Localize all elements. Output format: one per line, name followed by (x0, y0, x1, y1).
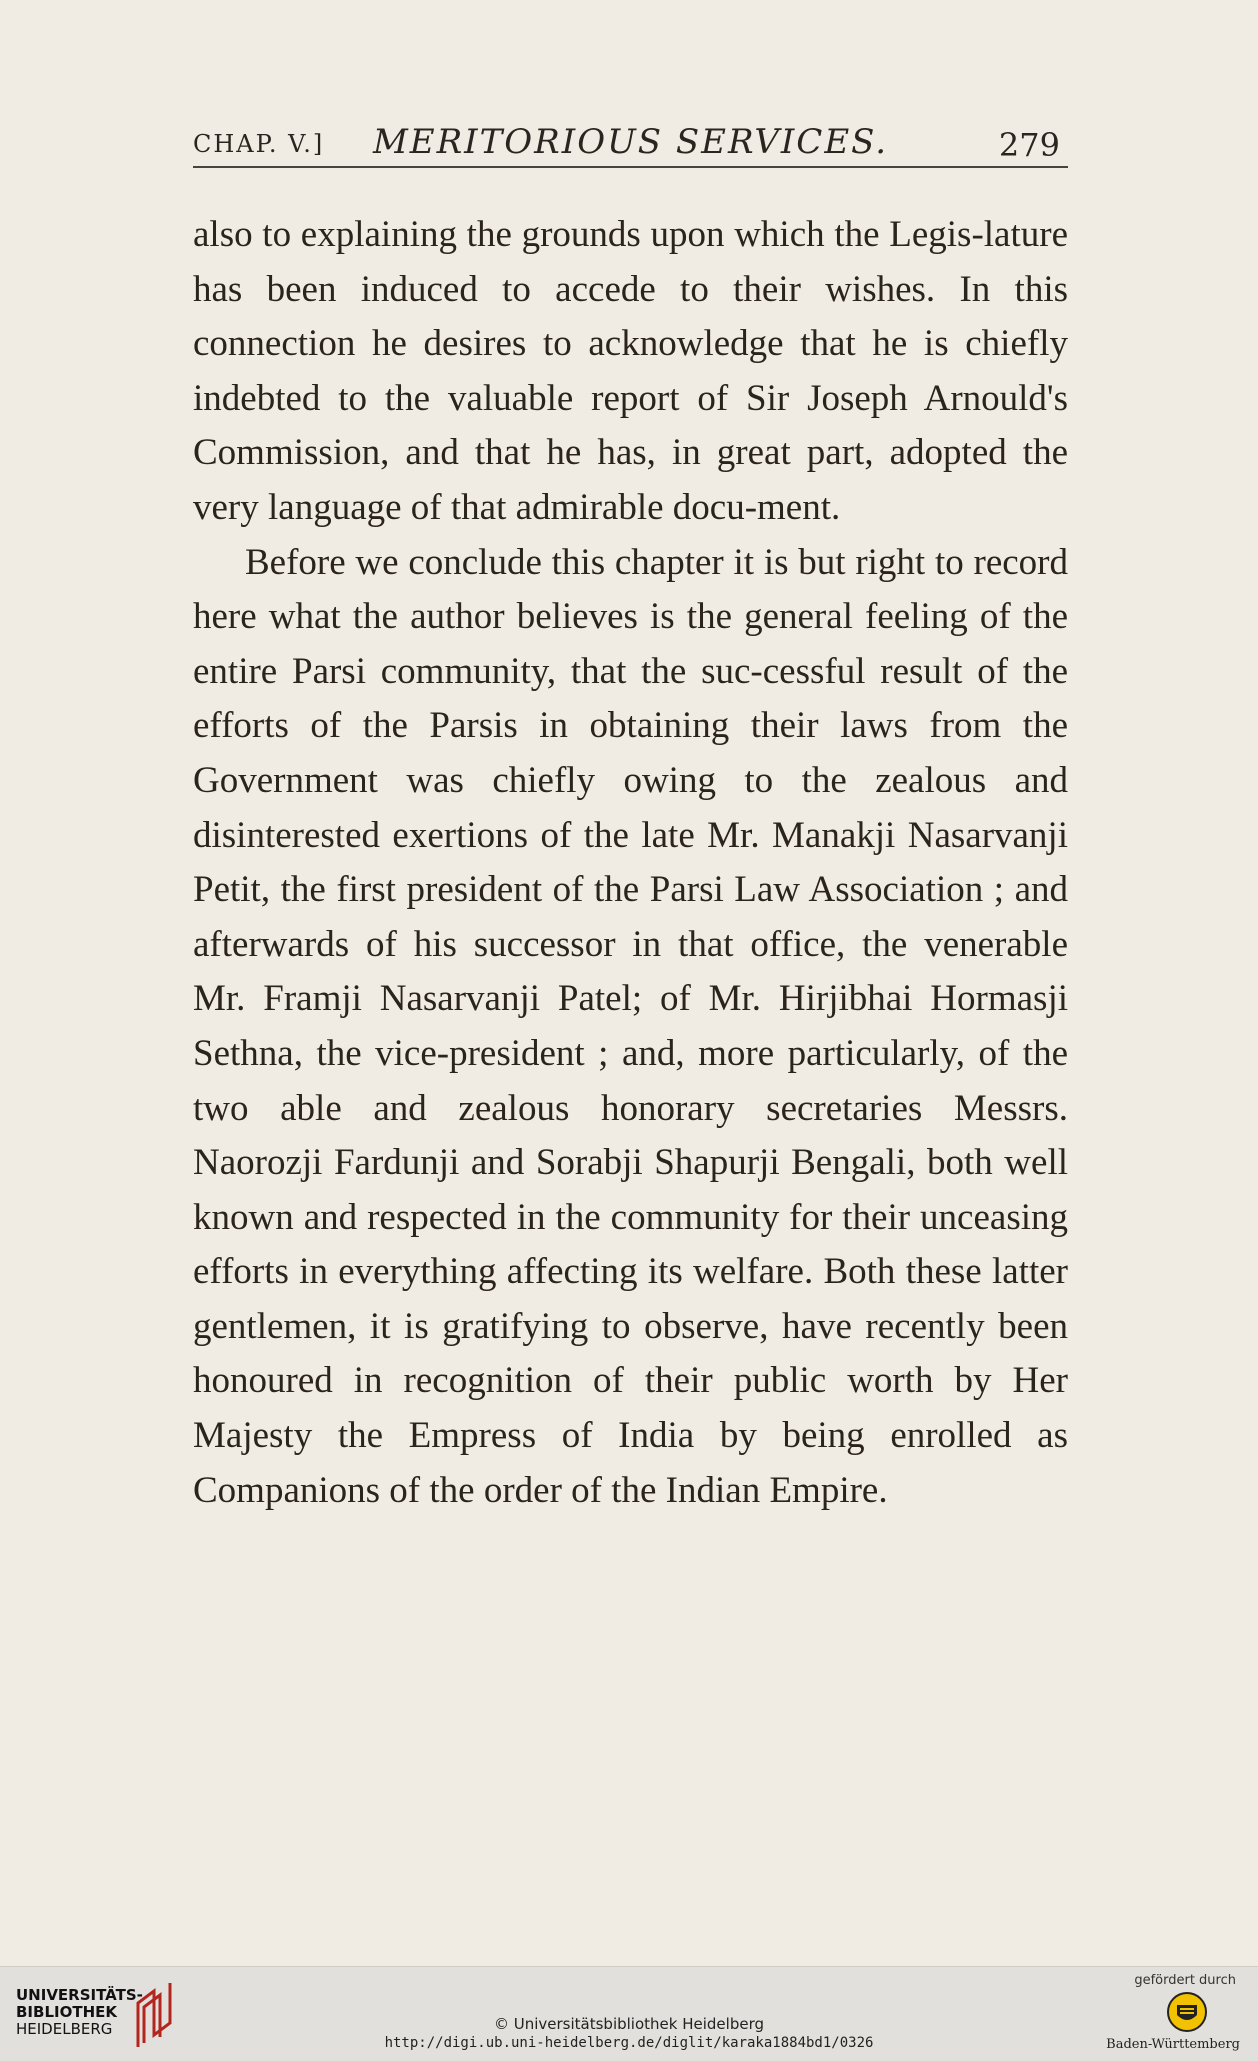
page-number: 279 (998, 126, 1060, 164)
sponsor-label: gefördert durch (1134, 1973, 1236, 1988)
library-city: HEIDELBERG (16, 2020, 113, 2038)
baden-wuerttemberg-crest-icon[interactable] (1166, 1991, 1208, 2033)
copyright-notice: © Universitätsbibliothek Heidelberg (493, 2015, 764, 2033)
sponsor-name: Baden-Württemberg (1106, 2037, 1240, 2052)
footer-bar (0, 1966, 1258, 2061)
chapter-label: CHAP. V.] (193, 130, 325, 158)
library-name-line: UNIVERSITÄTS- (16, 1986, 143, 2004)
running-title: MERITORIOUS SERVICES. (372, 122, 889, 162)
paragraph: also to explaining the grounds upon which the Legis-lature has been induced to accede to their wishes. In this connection he desires to acknowledge that he is chiefly indebted to the valuable report of Sir Joseph Arnould's Commission, and that he has, in great part, adopted the very language of that admirable docu-ment. (193, 214, 1068, 528)
paragraph: Before we conclude this chapter it is but right to record here what the author believes is the general feeling of the entire Parsi community, that the suc-cessful result of the efforts of the Parsis in obtaining their laws from the Government was chiefly owing to the zealous and disinterested exertions of the late Mr. Manakji Nasarvanji Petit, the first president of the Parsi Law Association ; and afterwards of his successor in that office, the venerable Mr. Framji Nasarvanji Patel; of Mr. Hirjibhai Hormasji Sethna, the vice-president ; and, more particularly, of the two able and zealous honorary secretaries Messrs. Naorozji Fardunji and Sorabji Shapurji Bengali, both well known and respected in the community for their unceasing efforts in everything affecting its welfare. Both these latter gentlemen, it is gratifying to observe, have recently been honoured in recognition of their public worth by Her Majesty the Empress of India by being enrolled as Companions of the order of the Indian Empire. (193, 541, 1068, 1511)
library-name-line: BIBLIOTHEK (16, 2003, 117, 2021)
running-head (193, 118, 1068, 168)
body-text (193, 208, 1068, 1518)
permalink[interactable]: http://digi.ub.uni-heidelberg.de/diglit/karaka1884bd1/0326 (384, 2035, 874, 2051)
